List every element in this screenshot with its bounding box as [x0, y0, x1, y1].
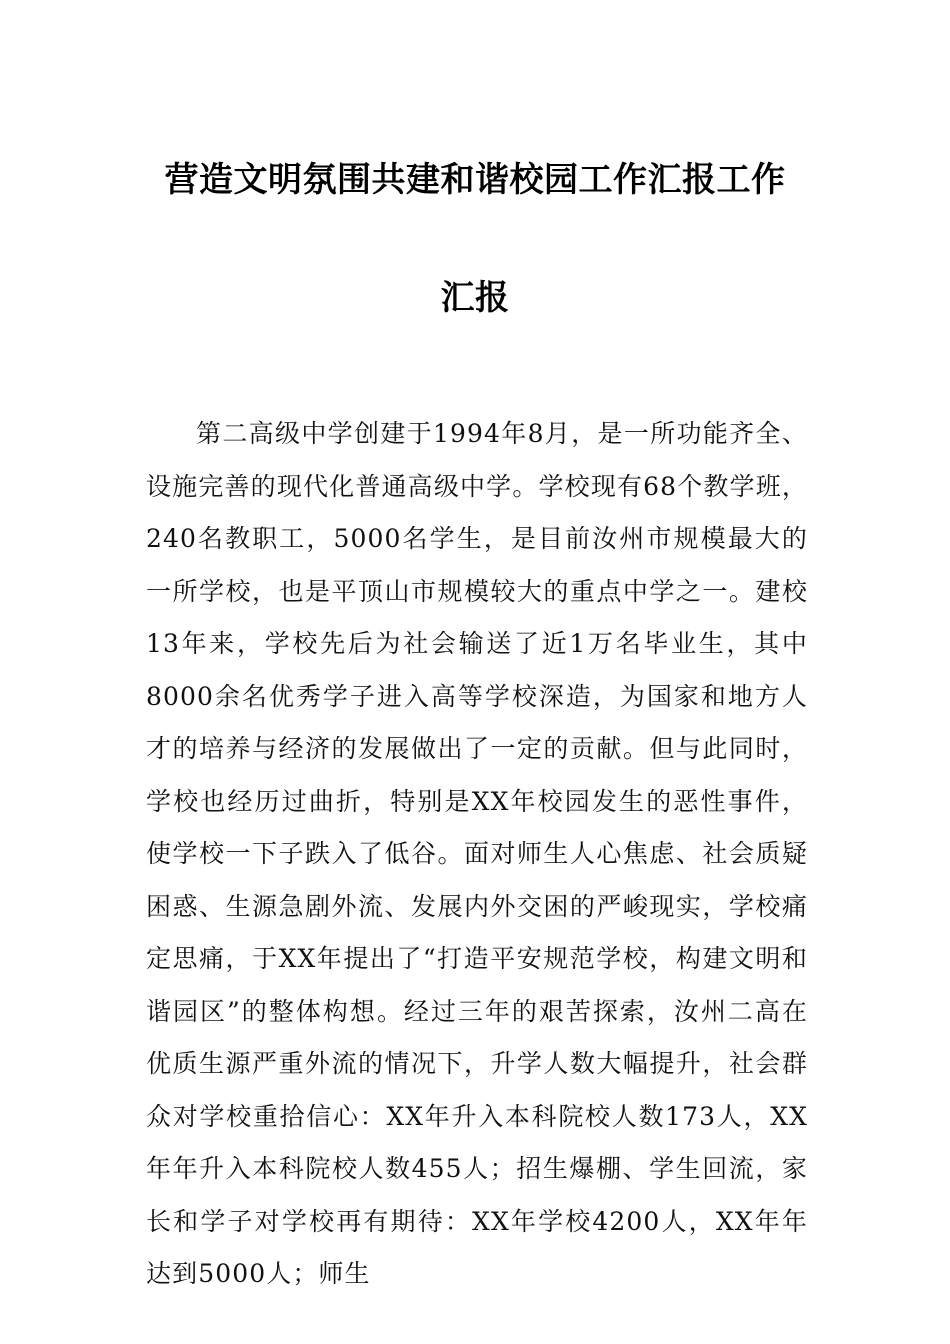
document-title-line-2: 汇报: [440, 278, 510, 318]
document-title-line-1: 营造文明氛围共建和谐校园工作汇报工作: [164, 160, 786, 200]
body-paragraph: 第二高级中学创建于1994年8月，是一所功能齐全、设施完善的现代化普通高级中学。学校现有68个教学班，240名教职工，5000名学生，是目前汝州市规模最大的一所学校，也是平顶山市规模较大的重点中学之一。建校13年来，学校先后为社会输送了近1万名毕业生，其中8000余名优秀学子进入高等学校深造，为国家和地方人才的培养与经济的发展做出了一定的贡献。但与此同时，学校也经历过曲折，特别是XX年校园发生的恶性事件，使学校一下子跌入了低谷。面对师生人心焦虑、社会质疑困惑、生源急剧外流、发展内外交困的严峻现实，学校痛定思痛，于XX年提出了“打造平安规范学校，构建文明和谐园区”的整体构想。经过三年的艰苦探索，汝州二高在优质生源严重外流的情况下，升学人数大幅提升，社会群众对学校重拾信心：XX年升入本科院校人数173人，XX年年升入本科院校人数455人；招生爆棚、学生回流，家长和学子对学校再有期待：XX年学校4200人，XX年年达到5000人；师生: [146, 419, 808, 1288]
